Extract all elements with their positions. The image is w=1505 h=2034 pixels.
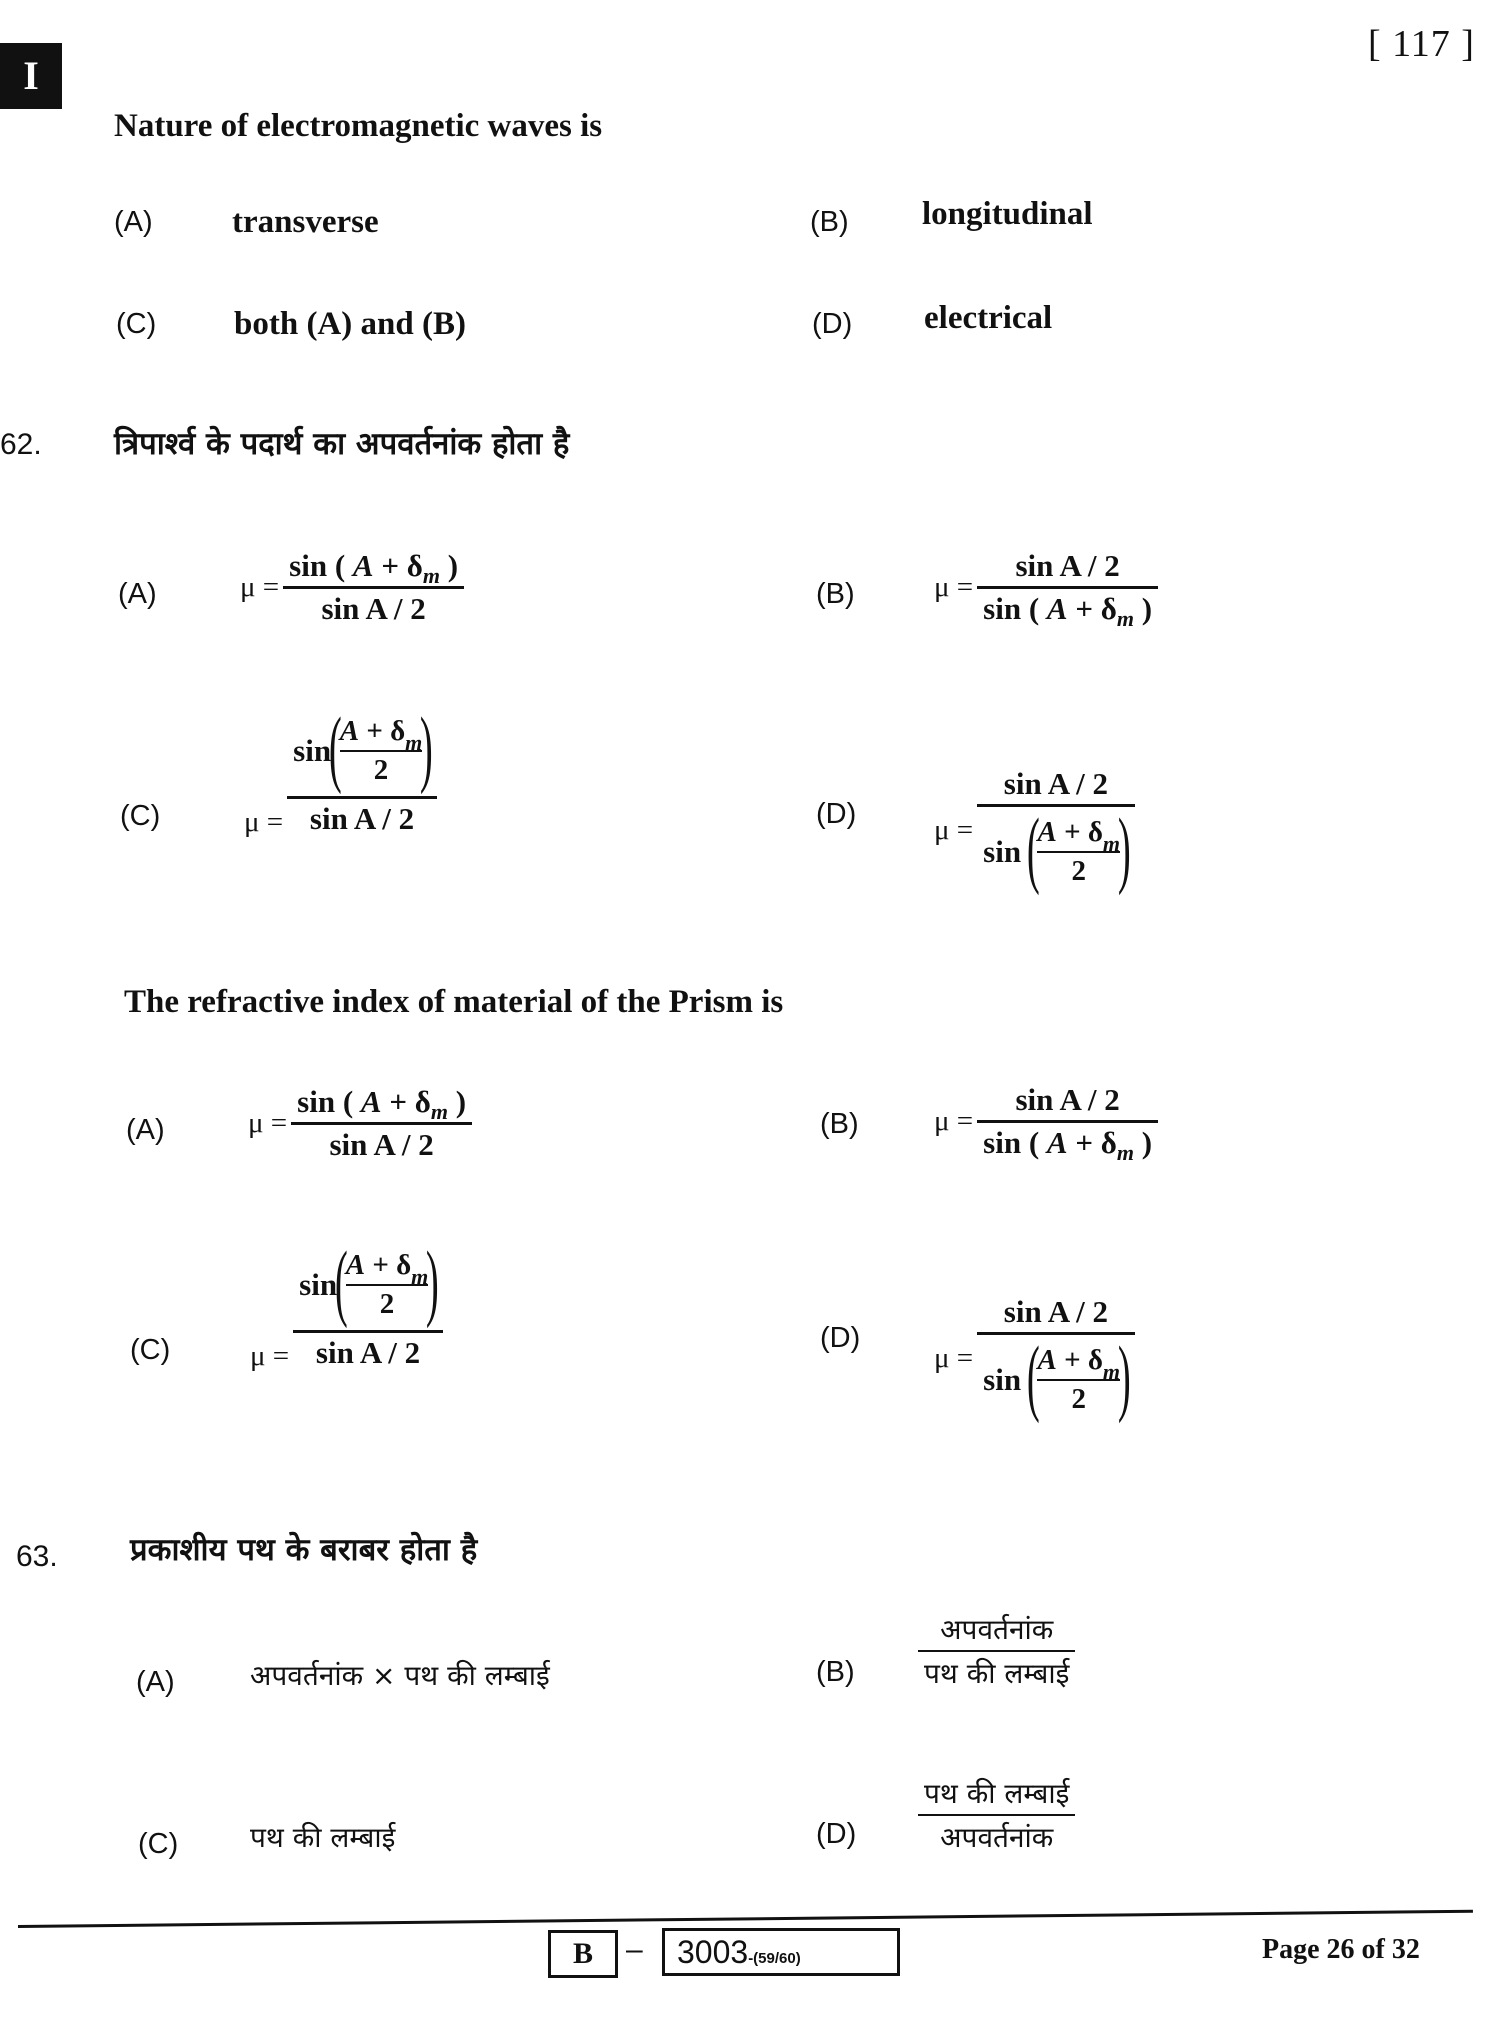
- q61-option-a-text: transverse: [232, 204, 379, 240]
- q63-option-b-label: (B): [816, 1656, 855, 1688]
- q62-hi-option-c-label: (C): [120, 800, 161, 832]
- q62-en-option-d-label: (D): [820, 1322, 861, 1354]
- section-marker: I: [0, 43, 62, 109]
- paper-code-box: [662, 1928, 900, 1976]
- q62-en-option-c-label: (C): [130, 1334, 171, 1366]
- q62-number: 62.: [0, 428, 42, 461]
- q61-option-c-text: both (A) and (B): [234, 306, 466, 342]
- q62-en-option-d-formula: μ = sin A / 2 sin ( $\frac{A + \delta_m}{2}$ ): [934, 1294, 1135, 1423]
- q63-option-c-text: पथ की लम्बाई: [250, 1821, 396, 1854]
- paper-code-suffix: -(59/60): [748, 1950, 801, 1967]
- q61-option-b-text: longitudinal: [922, 196, 1093, 232]
- q62-en-option-b-label: (B): [820, 1108, 859, 1140]
- q62-text-hi: त्रिपार्श्व के पदार्थ का अपवर्तनांक होता है: [114, 426, 570, 462]
- q62-en-option-a-label: (A): [126, 1114, 165, 1146]
- q63-option-a-text: अपवर्तनांक × पथ की लम्बाई: [250, 1659, 550, 1692]
- q62-hi-option-d-label: (D): [816, 798, 857, 830]
- paper-code: 3003: [677, 1934, 749, 1970]
- q62-hi-option-c-formula: μ = sin ( $\frac{A + \delta_m}{2}$ ) sin A / 2: [244, 706, 437, 839]
- q63-option-a-label: (A): [136, 1666, 175, 1698]
- q63-text-hi: प्रकाशीय पथ के बराबर होता है: [130, 1532, 478, 1568]
- series-code-box: B: [548, 1930, 618, 1978]
- fraction: sin A / 2 sin ( A + δ m ): [977, 1082, 1158, 1161]
- q63-option-b-fraction: अपवर्तनांक पथ की लम्बाई: [918, 1610, 1075, 1692]
- q62-hi-option-a-label: (A): [118, 578, 157, 610]
- q62-hi-option-a-formula: μ = sin ( A + δ m ) sin A / 2: [240, 548, 464, 627]
- q62-en-option-a-formula: μ = sin ( A + δ m ) sin A / 2: [248, 1084, 472, 1163]
- q62-en-option-b-formula: μ = sin A / 2 sin ( A + δ m ): [934, 1082, 1158, 1161]
- q63-option-d-label: (D): [816, 1818, 857, 1850]
- q61-option-d-label: (D): [812, 308, 853, 340]
- q61-text-en: Nature of electromagnetic waves is: [114, 108, 603, 144]
- option-label: (A): [114, 206, 153, 238]
- fraction: sin A / 2 sin ( $\frac{A + \delta_m}{2}$ ): [977, 1294, 1135, 1423]
- q62-hi-option-b-formula: μ = sin A / 2 sin ( A + δ m ): [934, 548, 1158, 627]
- page-label: Page 26 of 32: [1262, 1934, 1420, 1965]
- fraction: sin A / 2 sin ( A + δ m ): [977, 548, 1158, 627]
- q61-option-d-text: electrical: [924, 300, 1053, 336]
- q61-option-c-label: (C): [116, 308, 157, 340]
- q61-option-a: [114, 206, 153, 239]
- q63-number: 63.: [16, 1540, 58, 1573]
- q62-en-option-c-formula: μ = sin ( $\frac{A + \delta_m}{2}$ ) sin A / 2: [250, 1240, 443, 1373]
- q62-hi-option-d-formula: μ = sin A / 2 sin ( $\frac{A + \delta_m}{2}$ ): [934, 766, 1135, 895]
- fraction: sin ( $\frac{A + \delta_m}{2}$ ) sin A / 2: [293, 1242, 443, 1371]
- fraction: sin ( A + δ m ) sin A / 2: [283, 548, 464, 627]
- q63-option-d-fraction: पथ की लम्बाई अपवर्तनांक: [918, 1774, 1075, 1856]
- fraction: sin ( A + δ m ) sin A / 2: [291, 1084, 472, 1163]
- footer-divider: [18, 1910, 1473, 1928]
- footer-dash: –: [626, 1933, 643, 1966]
- q61-option-b-label: (B): [810, 206, 849, 238]
- fraction: sin A / 2 sin ( $\frac{A + \delta_m}{2}$ ): [977, 766, 1135, 895]
- q63-option-c-label: (C): [138, 1828, 179, 1860]
- fraction: sin ( $\frac{A + \delta_m}{2}$ ) sin A / 2: [287, 708, 437, 837]
- page-number: [ 117 ]: [1368, 23, 1475, 65]
- q62-hi-option-b-label: (B): [816, 578, 855, 610]
- q62-text-en: The refractive index of material of the Prism is: [124, 984, 784, 1020]
